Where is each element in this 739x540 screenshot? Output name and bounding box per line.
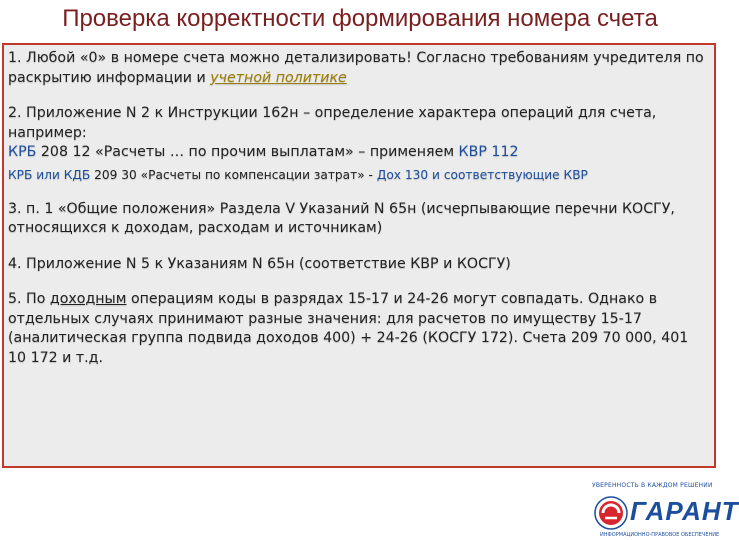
item-2 [8, 104, 710, 163]
accounting-policy-link[interactable]: учетной политике [210, 69, 347, 86]
item-5-underlined: доходным [49, 291, 127, 307]
logo-subline: ИНФОРМАЦИОННО-ПРАВОВОЕ ОБЕСПЕЧЕНИЕ [600, 532, 720, 538]
income-code: Дох 130 и соответствующие КВР [376, 167, 588, 182]
kvr-code: КВР 112 [458, 144, 519, 160]
logo-tagline: УВЕРЕННОСТЬ В КАЖДОМ РЕШЕНИИ [592, 482, 713, 489]
item-2-example: 208 12 «Расчеты … по прочим выплатам» – применяем [36, 144, 459, 160]
krb-code: КРБ [8, 144, 37, 160]
item-2-sub-text: 209 30 «Расчеты по компенсации затрат» - [90, 167, 377, 182]
item-3: 3. п. 1 «Общие положения» Раздела V Указаний N 65н (исчерпывающие перечни КОСГУ, относящихся к доходам, расходам и источникам) [8, 200, 675, 236]
logo-wordmark: ГАРАНТ [630, 496, 739, 526]
item-2-text: 2. Приложение N 2 к Инструкции 162н – определение характера операций для счета, например: [8, 105, 657, 141]
item-1 [8, 49, 710, 88]
item-2-sub [8, 167, 710, 184]
item-4: 4. Приложение N 5 к Указаниям N 65н (соответствие КВР и КОСГУ) [8, 255, 511, 272]
content-box [2, 43, 716, 468]
garant-emblem-icon [594, 496, 628, 530]
item-5-b: операциям коды в разрядах 15-17 и 24-26 могут совпадать. Однако в отдельных случаях принимают разные значения: для расчетов по имуществу 15-17 (аналитическая группа подвида доходов 400) + 24-26 (КОСГУ 172). Счета 209 70 000, 401 10 172 и т.д. [8, 291, 689, 366]
item-5-a: 5. По [8, 291, 50, 307]
item-1-text: 1. Любой «0» в номере счета можно детализировать! Согласно требованиям учредителя по раскрытию информации и [8, 50, 704, 86]
garant-logo [560, 470, 739, 540]
krb-kdb-code: КРБ или КДБ [8, 167, 91, 182]
item-5 [8, 290, 710, 368]
slide-title: Проверка корректности формирования номера счета [62, 5, 658, 32]
